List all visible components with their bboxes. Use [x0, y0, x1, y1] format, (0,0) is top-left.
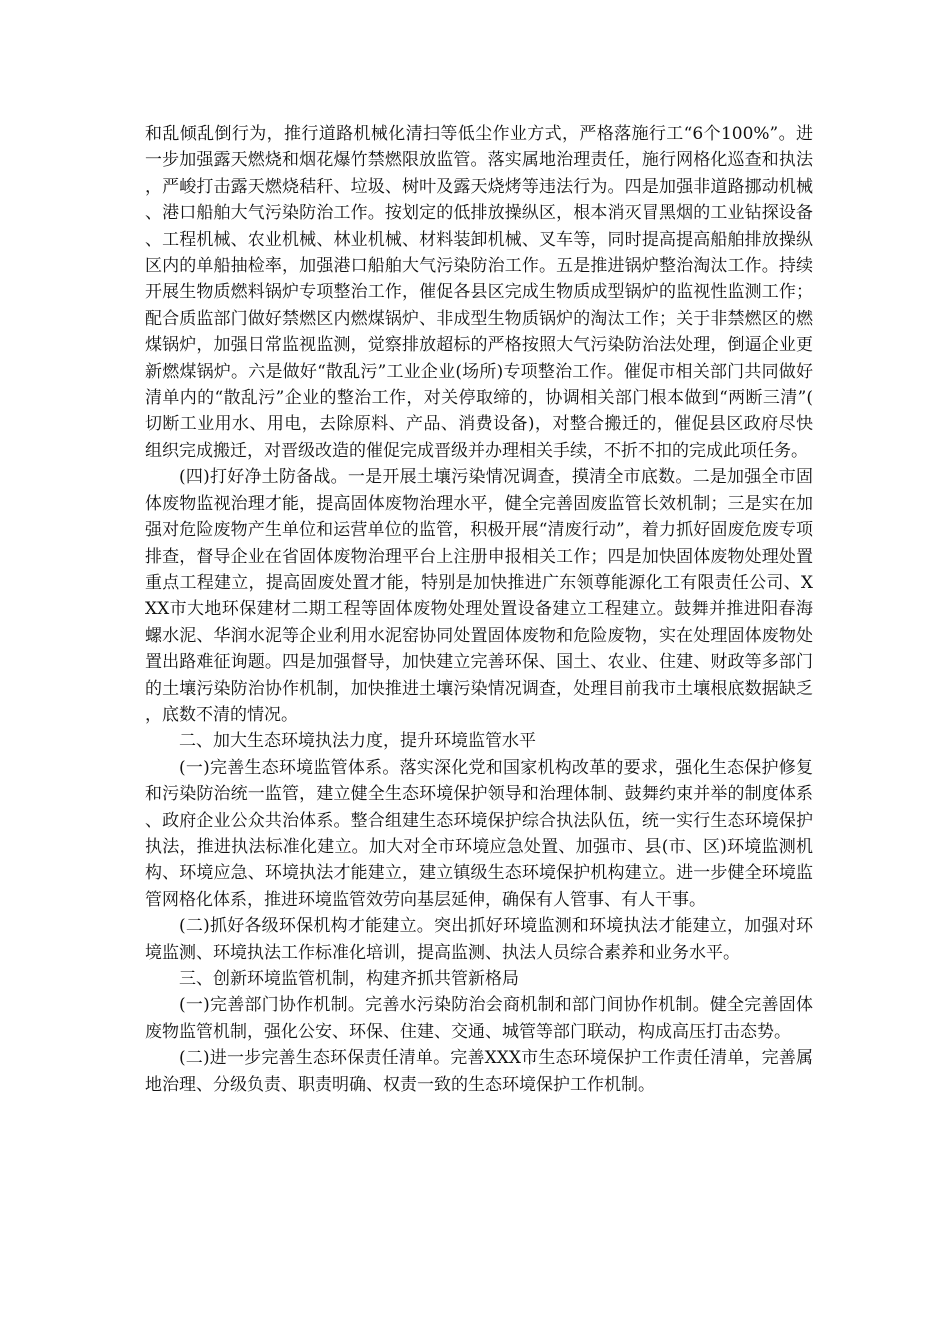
section-heading-enforcement: 二、加大生态环境执法力度，提升环境监管水平 — [179, 731, 536, 752]
paragraph-supervision-system: (一)完善生态环境监管体系。落实深化党和国家机构改革的要求，强化生态保护修复和污染防治统一监管，建立健全生态环境保护领导和治理体制、鼓舞约束并举的制度体系、政府企业公众共治体系。整合组建生态环境保护综合执法队伍，统一实行生态环境保护执法，推进执法标准化建立。加大对全市环境应急处置、加强市、县(市、区)环境监测机构、环境应急、环境执法才能建立，建立镇级生态环境保护机构建立。进一步健全环境监管网格化体系，推进环境监管效劳向基层延伸，确保有人管事、有人干事。 — [145, 757, 813, 910]
paragraph-agency-capacity: (二)抓好各级环保机构才能建立。突出抓好环境监测和环境执法才能建立，加强对环境监测、环境执法工作标准化培训，提高监测、执法人员综合素养和业务水平。 — [145, 916, 813, 963]
section-heading-mechanism: 三、创新环境监管机制，构建齐抓共管新格局 — [179, 969, 519, 989]
paragraph-air-pollution-continued: 和乱倾乱倒行为，推行道路机械化清扫等低尘作业方式，严格落施行工“6个100%”。进一步加强露天燃烧和烟花爆竹禁燃限放监管。落实属地治理责任，施行网格化巡查和执法，严峻打击露天燃烧秸秆、垃圾、树叶及露天烧烤等违法行为。四是加强非道路挪动机械、港口船舶大气污染防治工作。按划定的低排放操纵区，根本消灭冒黑烟的工业钻探设备、工程机械、农业机械、林业机械、材料装卸机械、叉车等，同时提高提高船舶排放操纵区内的单船抽检率，加强港口船舶大气污染防治工作。五是推进锅炉整治淘汰工作。持续开展生物质燃料锅炉专项整治工作，催促各县区完成生物质成型锅炉的监视性监测工作；配合质监部门做好禁燃区内燃煤锅炉、非成型生物质锅炉的淘汰工作；关于非禁燃区的燃煤锅炉，加强日常监视监测，觉察排放超标的严格按照大气污染防治法处理，倒逼企业更新燃煤锅炉。六是做好“散乱污”工业企业(场所)专项整治工作。催促市相关部门共同做好清单内的“散乱污”企业的整治工作，对关停取缔的，协调相关部门根本做到“两断三清”(切断工业用水、用电，去除原料、产品、消费设备)，对整合搬迁的，催促县区政府尽快组织完成搬迁，对晋级改造的催促完成晋级并办理相关手续，不折不扣的完成此项任务。 — [145, 124, 813, 461]
document-body — [145, 121, 813, 1098]
paragraph-soil-pollution: (四)打好净土防备战。一是开展土壤污染情况调查，摸清全市底数。二是加强全市固体废物监视治理才能，提高固体废物治理水平，健全完善固废监管长效机制；三是实在加强对危险废物产生单位和运营单位的监管，积极开展“清废行动”，着力抓好固废危废专项排查，督导企业在省固体废物治理平台上注册申报相关工作；四是加快固体废物处理处置重点工程建立，提高固废处置才能，特别是加快推进广东领尊能源化工有限责任公司、XXX市大地环保建材二期工程等固体废物处理处置设备建立工程建立。鼓舞并推进阳春海螺水泥、华润水泥等企业利用水泥窑协同处置固体废物和危险废物，实在处理固体废物处置出路难征询题。四是加强督导，加快建立完善环保、国土、农业、住建、财政等多部门的土壤污染防治协作机制，加快推进土壤污染情况调查，处理目前我市土壤根底数据缺乏，底数不清的情况。 — [145, 467, 813, 725]
paragraph-responsibility-list: (二)进一步完善生态环保责任清单。完善XXX市生态环境保护工作责任清单，完善属地治理、分级负责、职责明确、权责一致的生态环境保护工作机制。 — [145, 1048, 813, 1095]
paragraph-department-coordination: (一)完善部门协作机制。完善水污染防治会商机制和部门间协作机制。健全完善固体废物监管机制，强化公安、环保、住建、交通、城管等部门联动，构成高压打击态势。 — [145, 995, 813, 1042]
